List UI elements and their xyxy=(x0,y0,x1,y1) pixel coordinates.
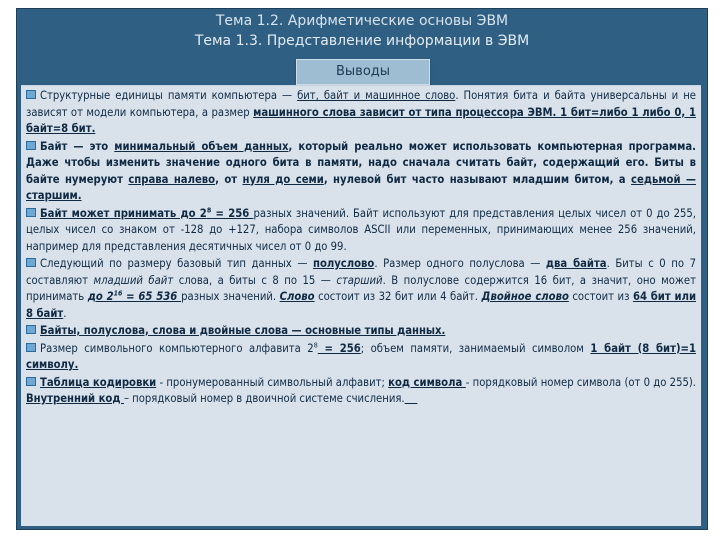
text-bold-underlined: два байта xyxy=(545,257,607,270)
text-bold-underlined: код символа xyxy=(388,375,466,389)
text: , который реально может использовать компьютерная программа. Даже чтобы изменить значение одного бита в памяти, надо сначала считать байт, содержащий его. Биты в байте нумеруют xyxy=(26,139,697,186)
paragraph-memory-units xyxy=(21,88,701,138)
superscript: 8 xyxy=(206,205,212,214)
text-italic: старший xyxy=(336,273,383,287)
text-bold-underlined: полуслово xyxy=(312,257,375,270)
text: . Размер одного полуслова — xyxy=(374,257,546,270)
bullet-square-icon xyxy=(26,258,36,267)
bullet-square-icon xyxy=(26,208,36,217)
text: состоит из xyxy=(568,290,633,303)
text: . Биты с 0 по 7 составляют xyxy=(26,257,696,287)
bullet-square-icon xyxy=(26,141,36,150)
text: - порядковый номер символа (от 0 до 255). xyxy=(465,375,696,389)
title-topic-1-3: Тема 1.3. Представление информации в ЭВМ xyxy=(194,33,530,49)
bullet-square-icon xyxy=(26,377,36,386)
text-underlined: справа налево xyxy=(128,172,216,186)
text: слова, а биты с 8 по 15 — xyxy=(173,273,337,287)
text-bold-underlined: 64 бит или 8 байт xyxy=(26,290,696,320)
text-bold-underlined: Слово xyxy=(279,290,315,303)
text-underlined: минимальный объем данных xyxy=(114,139,289,153)
text: Байт может принимать до 2 xyxy=(40,206,207,220)
text-underlined: нуля до семи xyxy=(242,172,324,186)
bullet-square-icon xyxy=(26,343,36,352)
text: разных значений. Байт используют для представления целых чисел от 0 до 255, целых чисел со знаком от -128 до +127, набора символов ASCII или переменных, принимающих менее 256 значений, например для представления десятичных чисел от 0 до 99. xyxy=(26,206,696,253)
content-panel xyxy=(21,85,701,526)
text-underlined xyxy=(405,392,418,405)
text-underlined: бит, байт и машинное слово xyxy=(297,89,456,102)
text-underlined: Байты, полуслова, слова и двойные слова — основные типы данных. xyxy=(40,324,446,337)
text: Следующий по размеру базовый тип данных — xyxy=(40,257,313,270)
superscript: 16 xyxy=(113,289,123,298)
text: разных значений. xyxy=(181,290,280,303)
text-underlined: седьмой — старшим. xyxy=(26,172,697,202)
text: . Понятия бита и байта универсальны и не зависят от модели компьютера, а размер xyxy=(26,89,696,119)
text: . В полуслове содержится 16 бит, а значит, оно может принимать xyxy=(26,273,696,303)
text-bold-underlined xyxy=(88,290,181,303)
conclusions-badge: Выводы xyxy=(296,59,430,85)
text-bold-underlined xyxy=(40,207,254,220)
text: , нулевой бит часто называют младшим битом, а xyxy=(323,172,632,186)
text: состоит из 32 бит или 4 байт. xyxy=(314,290,482,303)
paragraph-alphabet xyxy=(21,341,701,374)
text-bold-underlined: Внутренний код xyxy=(26,392,124,405)
text-bold-underlined: 1 байт (8 бит)=1 символу. xyxy=(26,341,696,371)
text: = 256 xyxy=(211,206,254,220)
bullet-square-icon xyxy=(26,325,36,334)
slide xyxy=(16,8,708,530)
text: Структурные единицы памяти компьютера — xyxy=(40,89,298,102)
text-bold-underlined: машинного слова зависит от типа процессора ЭВМ. 1 бит=либо 1 либо 0, 1 байт=8 бит. xyxy=(26,105,696,135)
text: ; объем памяти, занимаемый символом xyxy=(360,341,591,355)
text-bold-underlined: Двойное слово xyxy=(481,290,569,303)
paragraph-byte xyxy=(21,139,701,205)
title-topic-1-2: Тема 1.2. Арифметические основы ЭВМ xyxy=(215,13,509,29)
superscript: 8 xyxy=(313,340,318,349)
text-italic: младший байт xyxy=(93,273,174,287)
text: , от xyxy=(215,172,243,186)
text-bold-underlined: Таблица кодировки xyxy=(40,375,157,389)
paragraph-encoding-table xyxy=(21,375,701,408)
text: - пронумерованный символьный алфавит; xyxy=(156,375,389,389)
text: до 2 xyxy=(87,290,114,303)
text: Байт — это xyxy=(40,139,115,153)
paragraph-byte-values xyxy=(21,206,701,256)
slide-header xyxy=(17,13,707,50)
text: Размер символьного компьютерного алфавита 2 xyxy=(40,341,314,355)
text: . xyxy=(63,306,67,320)
paragraph-halfword xyxy=(21,256,701,322)
bullet-square-icon xyxy=(26,90,36,99)
text: = 65 536 xyxy=(122,290,182,303)
text-bold-underlined: = 256 xyxy=(317,341,361,355)
paragraph-basic-types xyxy=(21,323,701,340)
text: – порядковый номер в двоичной системе счисления. xyxy=(123,392,405,405)
